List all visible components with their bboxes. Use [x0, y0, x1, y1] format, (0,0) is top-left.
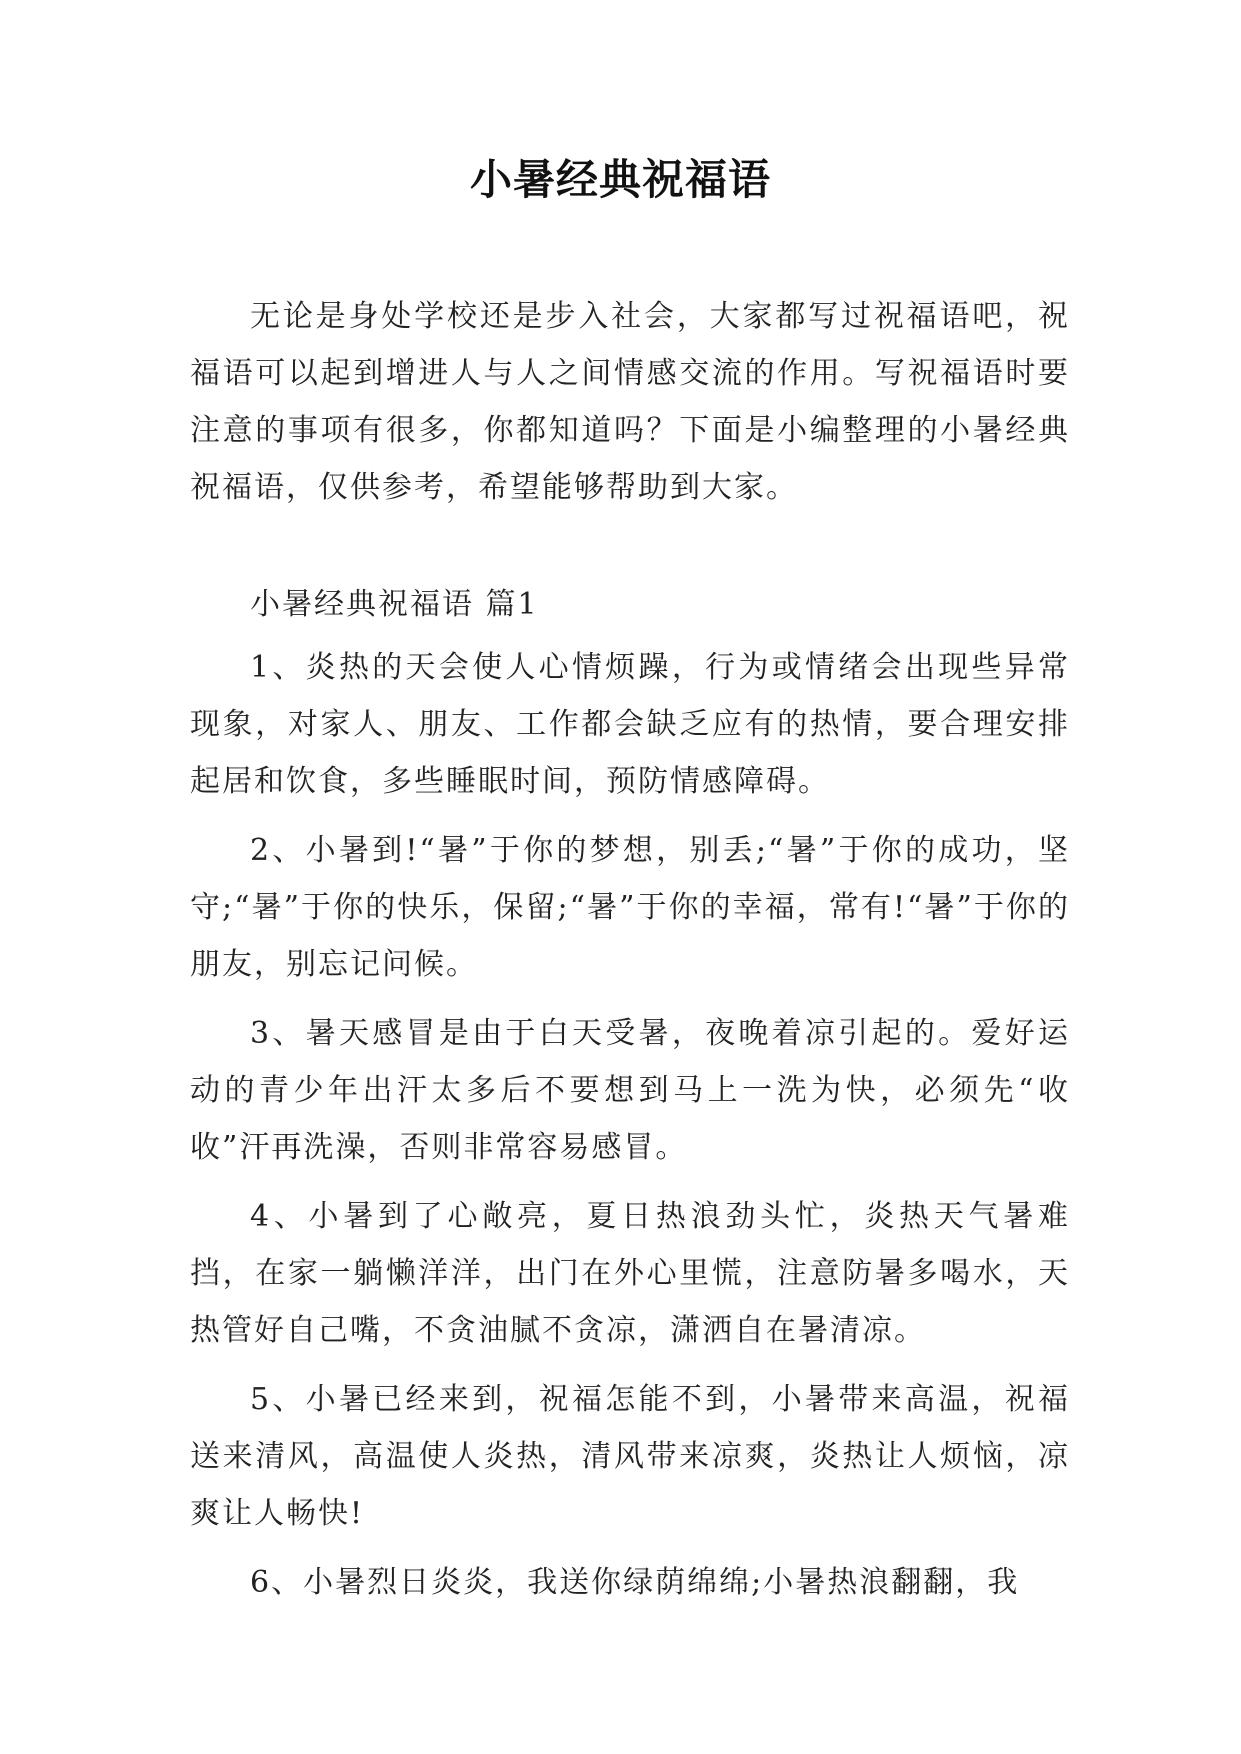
list-item: 6、小暑烈日炎炎，我送你绿荫绵绵;小暑热浪翻翻，我 — [250, 1565, 1020, 1600]
list-item: 5、小暑已经来到，祝福怎能不到，小暑带来高温，祝福送来清风，高温使人炎热，清风带来凉爽，炎热让人烦恼，凉爽让人畅快! — [190, 1382, 1070, 1531]
intro-block — [190, 288, 1070, 528]
document-title: 小暑经典祝福语 — [469, 155, 771, 204]
list-item: 1、炎热的天会使人心情烦躁，行为或情绪会出现些异常现象，对家人、朋友、工作都会缺乏应有的热情，要合理安排起居和饮食，多些睡眠时间，预防情感障碍。 — [190, 650, 1070, 799]
list-item: 2、小暑到!“暑”于你的梦想，别丢;“暑”于你的成功，坚守;“暑”于你的快乐，保留;“暑”于你的幸福，常有!“暑”于你的朋友，别忘记问候。 — [190, 833, 1070, 982]
section-block — [190, 576, 1070, 1623]
section-heading: 小暑经典祝福语 篇1 — [250, 587, 539, 622]
intro-paragraph: 无论是身处学校还是步入社会，大家都写过祝福语吧，祝福语可以起到增进人与人之间情感交流的作用。写祝福语时要注意的事项有很多，你都知道吗？下面是小编整理的小暑经典祝福语，仅供参考，希望能够帮助到大家。 — [190, 299, 1070, 505]
list-item: 3、暑天感冒是由于白天受暑，夜晚着凉引起的。爱好运动的青少年出汗太多后不要想到马上一洗为快，必须先“收收”汗再洗澡，否则非常容易感冒。 — [190, 1016, 1070, 1165]
list-item: 4、小暑到了心敞亮，夏日热浪劲头忙，炎热天气暑难挡，在家一躺懒洋洋，出门在外心里慌，注意防暑多喝水，天热管好自己嘴，不贪油腻不贪凉，潇洒自在暑清凉。 — [190, 1199, 1070, 1348]
